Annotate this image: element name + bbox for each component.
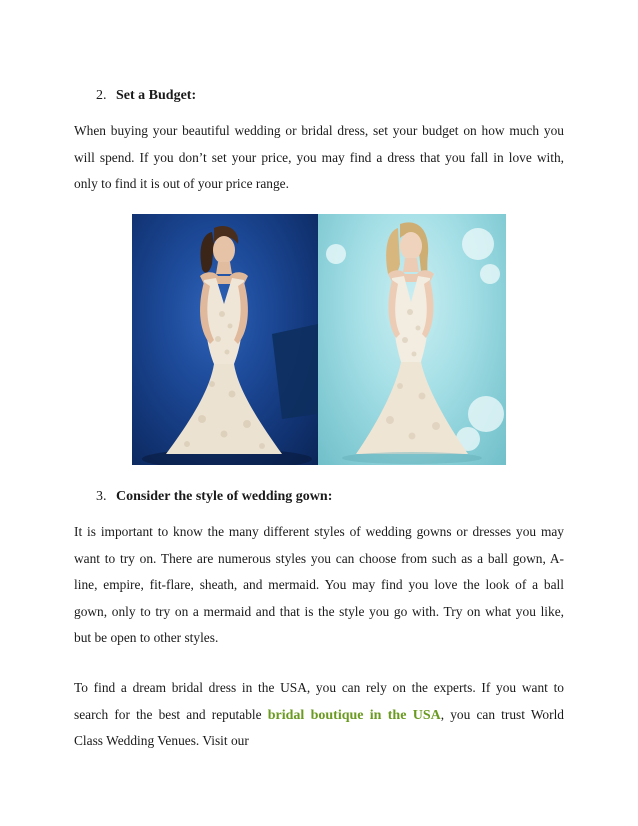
style-paragraph — [74, 519, 564, 652]
paragraph-line-with-link — [74, 702, 564, 729]
paragraph-line: line, empire, fit-flare, sheath, and mermaid. You may find you love the look of a ball — [74, 577, 564, 592]
bridal-boutique-link[interactable]: bridal boutique in the USA — [267, 707, 441, 723]
paragraph-line: When buying your beautiful wedding or bridal dress, set your budget on how much you — [74, 123, 564, 138]
paragraph-line: It is important to know the many different styles of wedding gowns or dresses you may — [74, 524, 564, 539]
section-number: 3. — [96, 489, 107, 504]
paragraph-line: only to find it is out of your price range. — [74, 176, 289, 191]
wedding-dress-photo-aqua-background — [318, 214, 506, 465]
closing-paragraph — [74, 675, 564, 755]
section-heading-style — [96, 488, 332, 506]
paragraph-line: gown, only to try on a mermaid and that is the style you go with. Try on what you like, — [74, 603, 564, 619]
link-lead-text: search for the best and reputable — [74, 706, 268, 722]
section-title: Consider the style of wedding gown: — [116, 489, 333, 504]
budget-paragraph — [74, 118, 564, 198]
paragraph-line: want to try on. There are numerous styles you can choose from such as a ball gown, A- — [74, 550, 564, 566]
wedding-dress-photos — [132, 214, 506, 465]
wedding-dress-photo-blue-background — [132, 214, 318, 465]
paragraph-line: Class Wedding Venues. Visit our — [74, 733, 249, 748]
paragraph-line: will spend. If you don’t set your price, you may find a dress that you fall in love with, — [74, 149, 564, 165]
section-title: Set a Budget: — [116, 88, 197, 103]
link-trail-text: , you can trust World — [440, 706, 565, 722]
paragraph-line: To find a dream bridal dress in the USA, you can rely on the experts. If you want to — [74, 680, 564, 695]
paragraph-line: but be open to other styles. — [74, 630, 219, 645]
section-heading-budget — [96, 87, 196, 105]
section-number: 2. — [96, 88, 107, 103]
